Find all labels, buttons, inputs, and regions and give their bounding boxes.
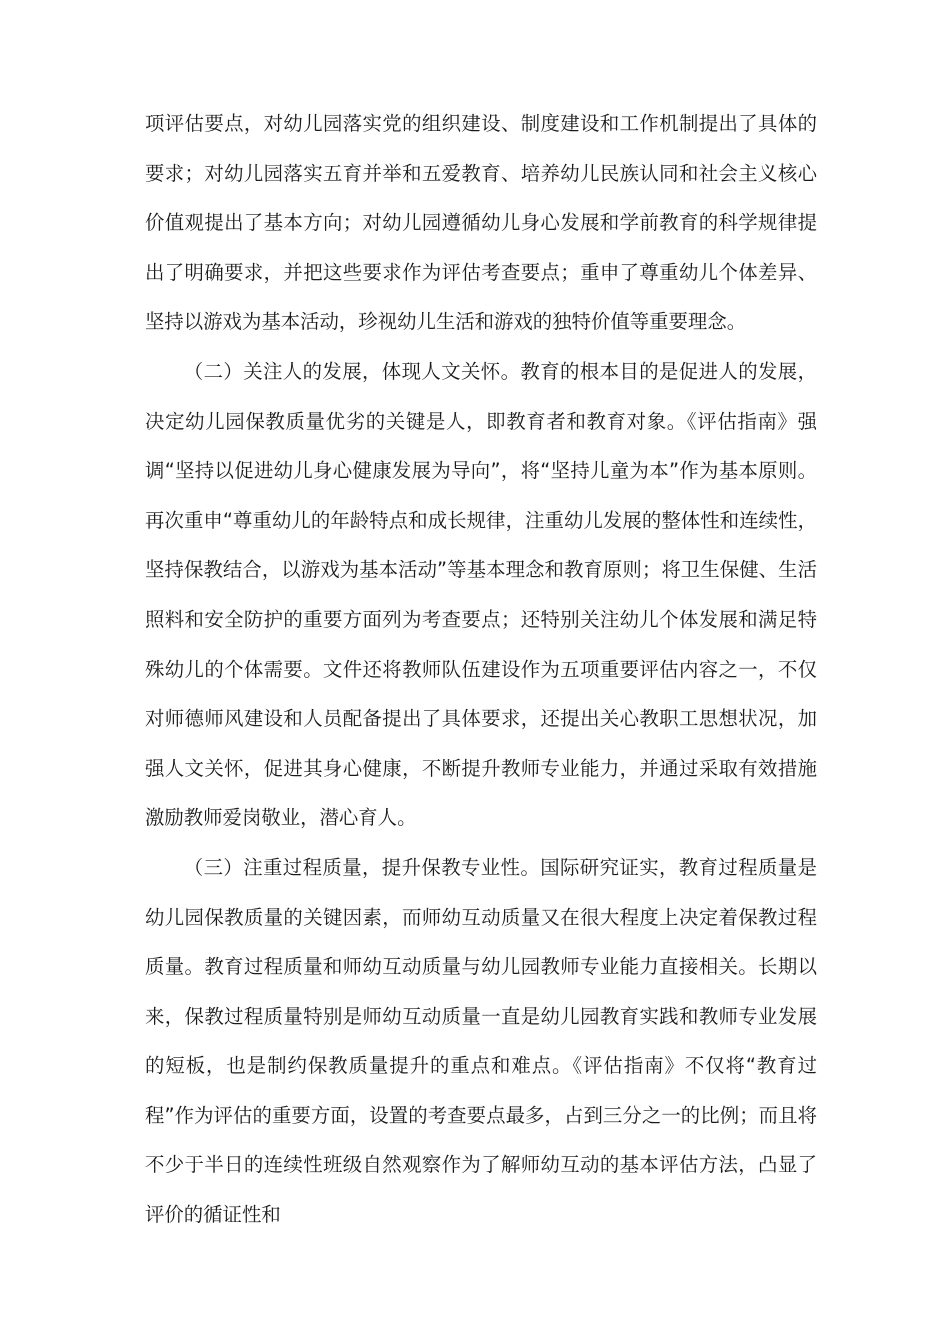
paragraph-section-two: （二）关注人的发展，体现人文关怀。教育的根本目的是促进人的发展，决定幼儿园保教质量优劣的关键是人，即教育者和教育对象。《评估指南》强调“坚持以促进幼儿身心健康发展为导向”，将“坚持儿童为本”作为基本原则。再次重申“尊重幼儿的年龄特点和成长规律，注重幼儿发展的整体性和连续性，坚持保教结合，以游戏为基本活动”等基本理念和教育原则；将卫生保健、生活照料和安全防护的重要方面列为考查要点；还特别关注幼儿个体发展和满足特殊幼儿的个体需要。文件还将教师队伍建设作为五项重要评估内容之一，不仅对师德师风建设和人员配备提出了具体要求，还提出关心教职工思想状况，加强人文关怀，促进其身心健康，不断提升教师专业能力，并通过采取有效措施激励教师爱岗敬业，潜心育人。 (145, 359, 817, 830)
paragraph-section-three: （三）注重过程质量，提升保教专业性。国际研究证实，教育过程质量是幼儿园保教质量的关键因素，而师幼互动质量又在很大程度上决定着保教过程质量。教育过程质量和师幼互动质量与幼儿园教师专业能力直接相关。长期以来，保教过程质量特别是师幼互动质量一直是幼儿园教育实践和教师专业发展的短板，也是制约保教质量提升的重点和难点。《评估指南》不仅将“教育过程”作为评估的重要方面，设置的考查要点最多，占到三分之一的比例；而且将不少于半日的连续性班级自然观察作为了解师幼互动的基本评估方法，凸显了评价的循证性和 (145, 855, 817, 1227)
paragraph-continued: 项评估要点，对幼儿园落实党的组织建设、制度建设和工作机制提出了具体的要求；对幼儿园落实五育并举和五爱教育、培养幼儿民族认同和社会主义核心价值观提出了基本方向；对幼儿园遵循幼儿身心发展和学前教育的科学规律提出了明确要求，并把这些要求作为评估考查要点；重申了尊重幼儿个体差异、坚持以游戏为基本活动，珍视幼儿生活和游戏的独特价值等重要理念。 (145, 112, 817, 334)
document-page (145, 99, 817, 1240)
